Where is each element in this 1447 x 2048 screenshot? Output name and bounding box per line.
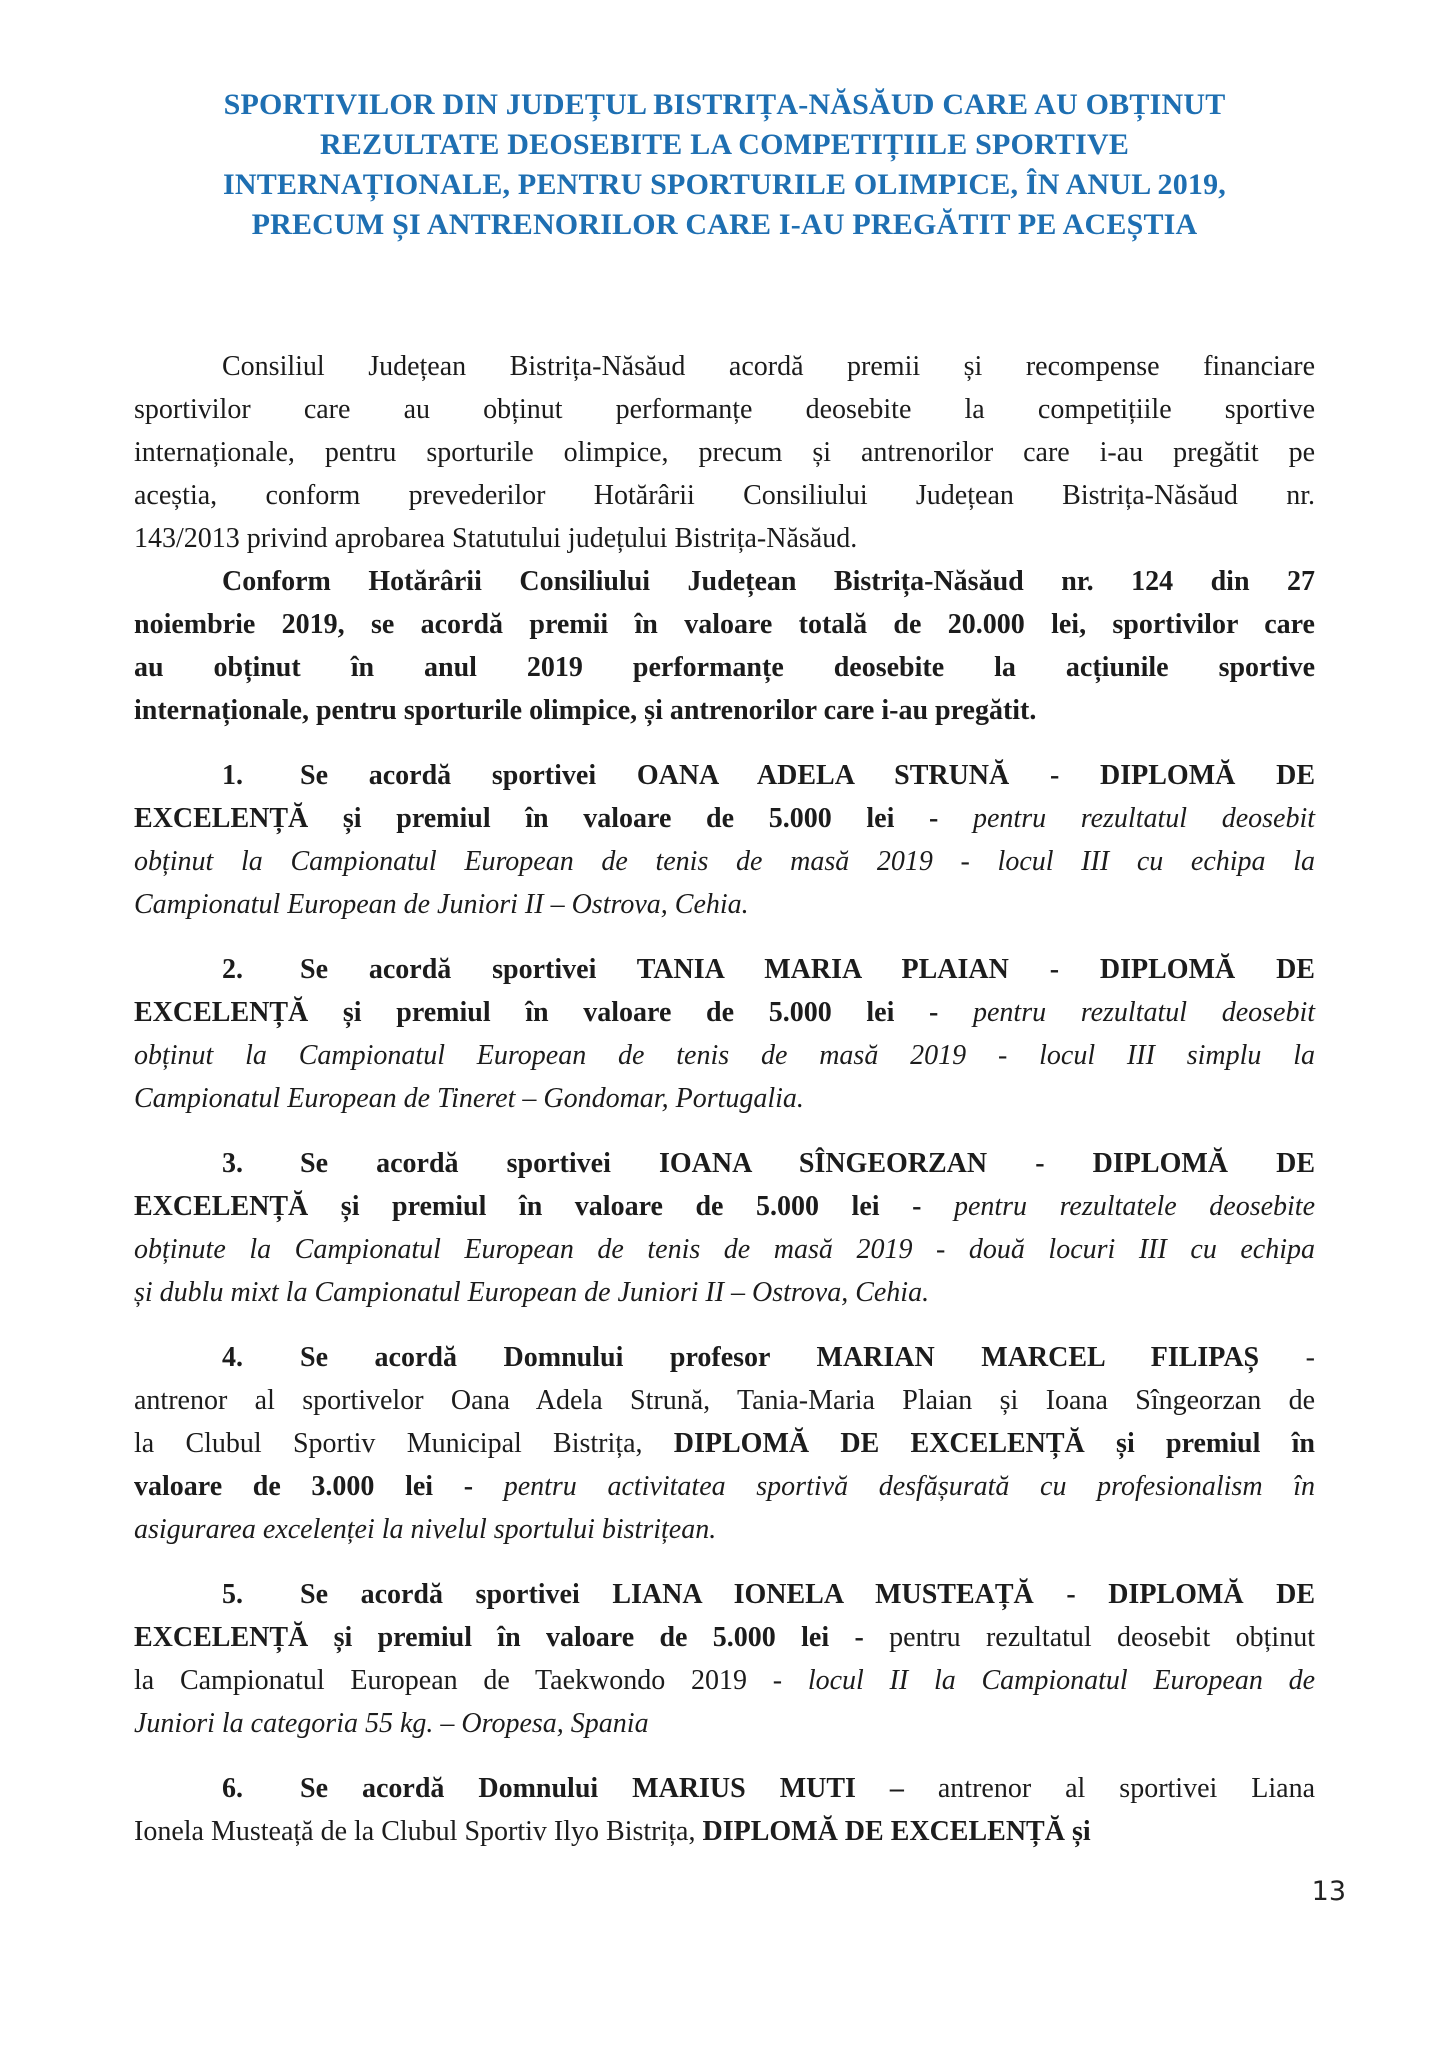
text-line [134,1228,1315,1271]
text-segment: sportivilor care au obținut performanțe deosebite la competițiile sportive [134,394,1315,425]
text-line [134,991,1315,1034]
text-segment: Conform Hotărârii Consiliului Județean Bistrița-Năsăud nr. 124 din 27 [222,566,1315,597]
text-segment: locul II la Campionatul European de [807,1665,1316,1696]
text-segment: valoare de 3.000 lei - [134,1471,504,1502]
text-line [134,431,1315,474]
text-segment: internaționale, pentru sporturile olimpice, precum și antrenorilor care i-au pregătit pe [134,437,1315,468]
text-segment: Se acordă sportivei LIANA IONELA MUSTEAȚĂ - DIPLOMĂ DE [300,1579,1315,1610]
text-segment: pentru rezultatul deosebit [972,803,1316,834]
text-segment: antrenor al sportivelor Oana Adela Strună, Tania-Maria Plaian și Ioana Sîngeorzan de [134,1385,1315,1416]
text-segment: DIPLOMĂ DE EXCELENȚĂ și premiul în [673,1428,1315,1459]
text-line [134,1034,1315,1077]
text-line [134,1659,1315,1702]
text-segment: asigurarea excelenței la nivelul sportului bistrițean. [134,1514,717,1545]
text-segment: pentru rezultatul deosebit [972,997,1316,1028]
item-number: 1. [222,760,243,791]
text-segment: Se acordă sportivei TANIA MARIA PLAIAN - DIPLOMĂ DE [300,954,1315,985]
text-segment: noiembrie 2019, se acordă premii în valoare totală de 20.000 lei, sportivilor care [134,609,1315,640]
text-line [134,1271,1315,1314]
page-number: 13 [1311,1876,1346,1907]
text-line [134,388,1315,431]
text-segment: pentru rezultatul deosebit obținut [889,1622,1315,1653]
text-segment: 143/2013 privind aprobarea Statutului județului Bistrița-Năsăud. [134,523,858,554]
item-number: 2. [222,954,243,985]
text-segment: EXCELENȚĂ și premiul în valoare de 5.000 lei - [134,1191,954,1222]
text-segment: obținut la Campionatul European de tenis de masă 2019 - locul III cu echipa la [134,846,1315,877]
text-line [134,1142,1315,1185]
award-item-1 [134,754,1315,926]
title-line: REZULTATE DEOSEBITE LA COMPETIȚIILE SPORTIVE [319,128,1130,161]
text-line [134,474,1315,517]
text-segment: Consiliul Județean Bistrița-Năsăud acordă premii și recompense financiare [222,351,1315,382]
title-line: INTERNAȚIONALE, PENTRU SPORTURILE OLIMPICE, ÎN ANUL 2019, [223,168,1226,201]
text-segment: la Campionatul European de Taekwondo 2019 - [134,1665,808,1696]
text-line [134,1616,1315,1659]
text-segment: Juniori la categoria 55 kg. – Oropesa, Spania [134,1708,649,1739]
text-line [134,1422,1315,1465]
text-line [134,1767,1315,1810]
item-number: 4. [222,1342,243,1373]
item-number: 3. [222,1148,243,1179]
text-line [134,1573,1315,1616]
text-segment: obținute la Campionatul European de tenis de masă 2019 - două locuri III cu echipa [134,1234,1315,1265]
text-segment: Ionela Musteață de la Clubul Sportiv Ilyo Bistrița, [134,1816,703,1847]
text-segment: Se acordă Domnului profesor MARIAN MARCEL FILIPAȘ [300,1342,1260,1373]
text-segment: aceștia, conform prevederilor Hotărârii Consiliului Județean Bistrița-Năsăud nr. [134,480,1315,511]
text-line [134,883,1315,926]
text-segment: Se acordă Domnului MARIUS MUTI – [300,1773,938,1804]
text-segment: EXCELENȚĂ și premiul în valoare de 5.000 lei - [134,803,973,834]
text-segment: Campionatul European de Juniori II – Ostrova, Cehia. [134,889,749,920]
award-item-3 [134,1142,1315,1314]
text-segment: pentru activitatea sportivă desfășurată cu profesionalism în [503,1471,1315,1502]
award-item-2 [134,948,1315,1120]
text-segment: pentru rezultatele deosebite [953,1191,1316,1222]
text-line [134,1379,1315,1422]
text-line [134,603,1315,646]
text-segment: Se acordă sportivei IOANA SÎNGEORZAN - DIPLOMĂ DE [300,1148,1315,1179]
text-line [134,1810,1315,1853]
text-segment: - [1259,1342,1316,1373]
text-line [134,754,1315,797]
text-segment: la Clubul Sportiv Municipal Bistrița, [134,1428,674,1459]
text-line [134,840,1315,883]
text-line [134,517,1315,560]
text-line [134,1077,1315,1120]
text-segment: și dublu mixt la Campionatul European de Juniori II – Ostrova, Cehia. [134,1277,930,1308]
paragraph-decision [134,560,1315,732]
award-item-6 [134,1767,1315,1853]
text-line [134,345,1315,388]
text-line [134,948,1315,991]
award-item-4 [134,1336,1315,1551]
text-segment: Campionatul European de Tineret – Gondomar, Portugalia. [134,1083,804,1114]
text-segment: au obținut în anul 2019 performanțe deosebite la acțiunile sportive [134,652,1315,683]
text-segment: obținut la Campionatul European de tenis de masă 2019 - locul III simplu la [134,1040,1315,1071]
text-line [134,1465,1315,1508]
title-line: SPORTIVILOR DIN JUDEȚUL BISTRIȚA-NĂSĂUD CARE AU OBȚINUT [223,88,1226,121]
award-item-5 [134,1573,1315,1745]
text-segment: DIPLOMĂ DE EXCELENȚĂ și [702,1816,1091,1847]
text-segment: Se acordă sportivei OANA ADELA STRUNĂ - DIPLOMĂ DE [300,760,1315,791]
text-segment: EXCELENȚĂ și premiul în valoare de 5.000 lei - [134,997,973,1028]
item-number: 6. [222,1773,243,1804]
paragraph-intro [134,345,1315,560]
text-line [134,1185,1315,1228]
title-line: PRECUM ȘI ANTRENORILOR CARE I-AU PREGĂTIT PE ACEȘTIA [251,208,1198,241]
text-segment: antrenor al sportivei Liana [937,1773,1316,1804]
text-line [134,1336,1315,1379]
item-number: 5. [222,1579,243,1610]
text-line [134,797,1315,840]
text-segment: EXCELENȚĂ și premiul în valoare de 5.000 lei - [134,1622,890,1653]
text-line [134,646,1315,689]
text-segment: internaționale, pentru sporturile olimpice, și antrenorilor care i-au pregătit. [134,695,1037,726]
text-line [134,560,1315,603]
text-line [134,1508,1315,1551]
document-title [134,85,1315,245]
text-line [134,1702,1315,1745]
text-line [134,689,1315,732]
